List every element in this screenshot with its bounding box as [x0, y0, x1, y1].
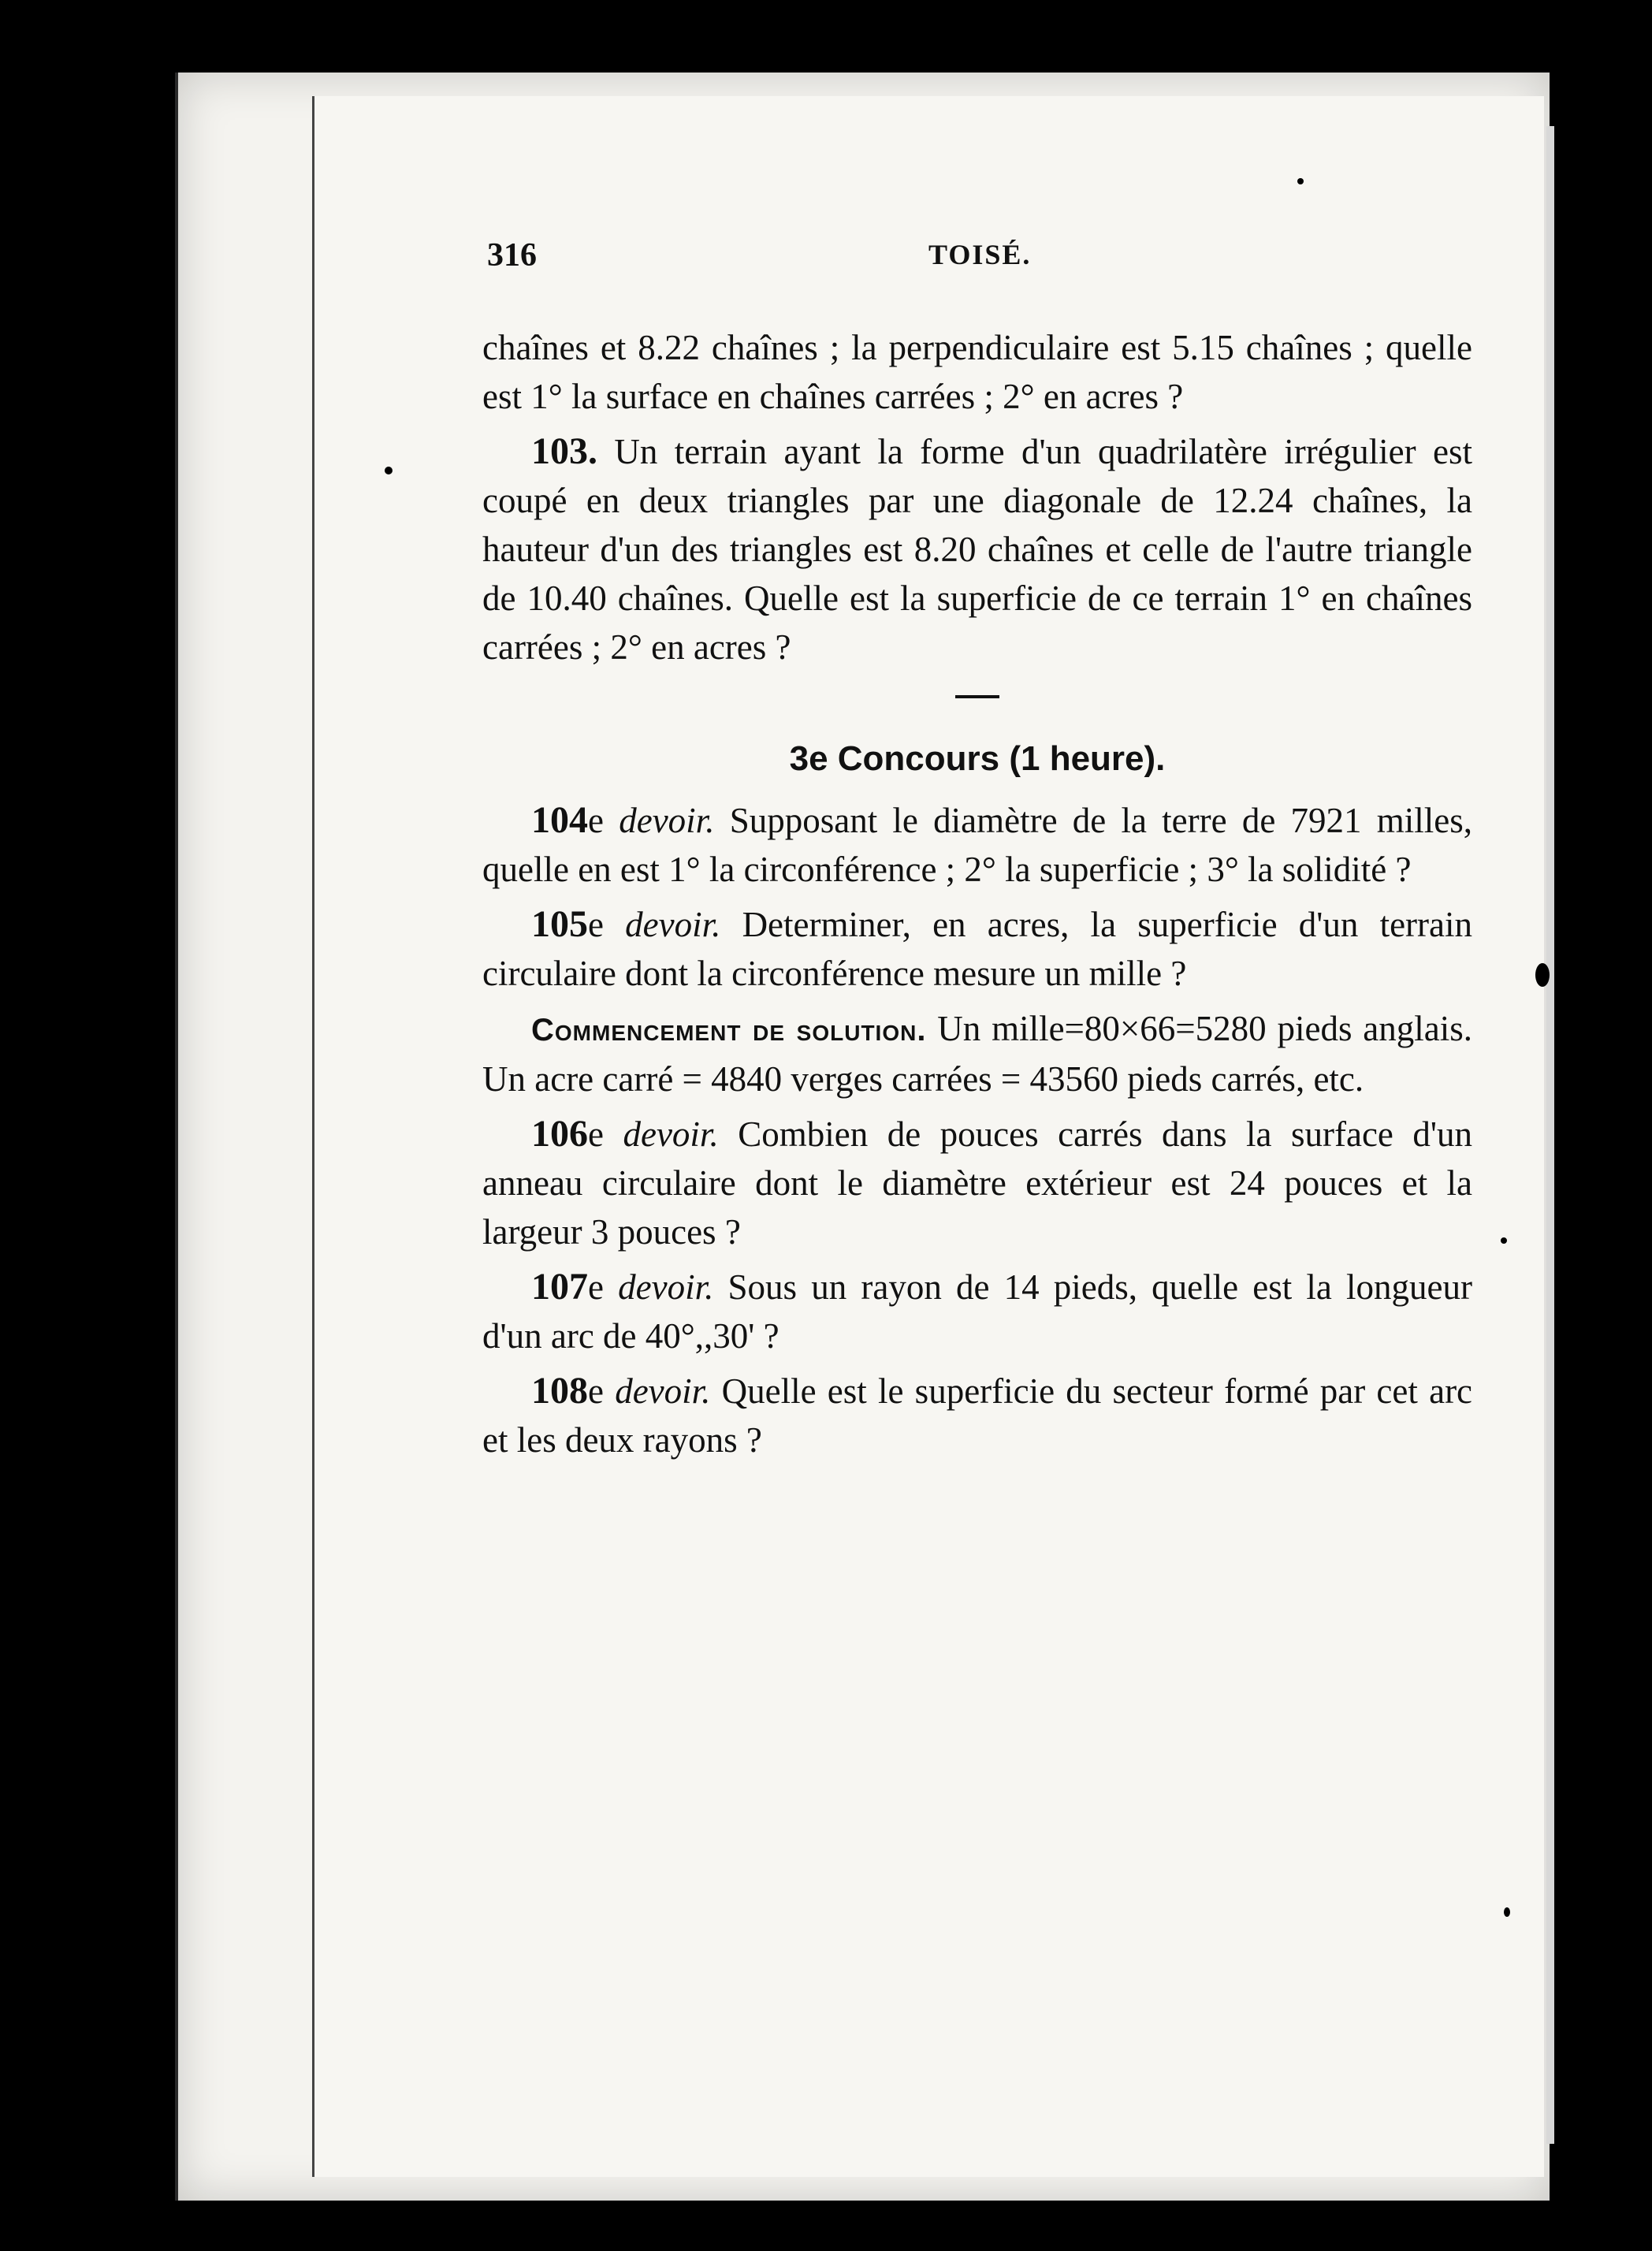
problem-number: 103. — [531, 430, 597, 472]
scan-speck — [1535, 963, 1550, 987]
scan-speck — [1297, 178, 1304, 184]
solution-hint — [482, 1004, 1472, 1103]
page-header — [487, 236, 1480, 284]
problem-suffix: e — [588, 1267, 604, 1307]
problem-number: 104 — [531, 799, 588, 841]
paragraph-continued: chaînes et 8.22 chaînes ; la perpendiculaire est 5.15 chaînes ; quelle est 1° la surface en chaînes carrées ; 2° en acres ? — [482, 328, 1472, 416]
problem-105 — [482, 900, 1472, 998]
problem-text: Determiner, en acres, la superficie d'un terrain circulaire dont la circonférence mesure un mille ? — [482, 905, 1472, 993]
problem-label: devoir. — [619, 801, 715, 840]
body-text — [482, 323, 1472, 1471]
problem-106 — [482, 1110, 1472, 1256]
section-title: 3e Concours (1 heure). — [789, 739, 1166, 778]
problem-text: Un terrain ayant la forme d'un quadrilatère irrégulier est coupé en deux triangles par une diagonale de 12.24 chaînes, la hauteur d'un des triangles est 8.20 chaînes et celle de l'autre triangle de 10.40 chaînes. Quelle est la superficie de ce terrain 1° en chaînes carrées ; 2° en acres ? — [482, 432, 1472, 667]
problem-107 — [482, 1263, 1472, 1360]
problem-number: 105 — [531, 903, 588, 945]
problem-number: 108 — [531, 1370, 588, 1412]
scan-speck — [1501, 1237, 1507, 1244]
section-divider — [955, 695, 999, 698]
problem-text: Supposant le diamètre de la terre de 7921 milles, quelle en est 1° la circonférence ; 2° la superficie ; 3° la solidité ? — [482, 801, 1473, 889]
problem-suffix: e — [588, 1114, 604, 1154]
running-head: TOISÉ. — [928, 239, 1032, 270]
problem-suffix: e — [588, 801, 604, 840]
solution-text: Un mille=80×66=5280 pieds anglais. Un acre carré = 4840 verges carrées = 43560 pieds carrés, etc. — [482, 1009, 1472, 1099]
page-edge — [1546, 126, 1554, 2144]
problem-suffix: e — [588, 1371, 604, 1411]
page-number: 316 — [487, 237, 537, 273]
problem-104 — [482, 796, 1472, 894]
problem-103 — [482, 427, 1472, 672]
problem-text: Sous un rayon de 14 pieds, quelle est la longueur d'un arc de 40°,,30' ? — [482, 1267, 1472, 1356]
scan-speck — [385, 467, 393, 474]
problem-label: devoir. — [615, 1371, 711, 1411]
problem-number: 106 — [531, 1113, 588, 1155]
problem-text: Combien de pouces carrés dans la surface d'un anneau circulaire dont le diamètre extérieur est 24 pouces et la largeur 3 pouces ? — [482, 1114, 1472, 1252]
problem-108 — [482, 1367, 1472, 1464]
problem-label: devoir. — [618, 1267, 714, 1307]
problem-text: Quelle est le superficie du secteur formé par cet arc et les deux rayons ? — [482, 1371, 1473, 1460]
problem-label: devoir. — [625, 905, 721, 944]
problem-label: devoir. — [623, 1114, 719, 1154]
scan-margin — [1554, 0, 1652, 2251]
scan-speck — [1504, 1907, 1510, 1917]
solution-label: Commencement de solution. — [531, 1013, 927, 1047]
problem-suffix: e — [588, 905, 604, 944]
problem-number: 107 — [531, 1266, 588, 1308]
